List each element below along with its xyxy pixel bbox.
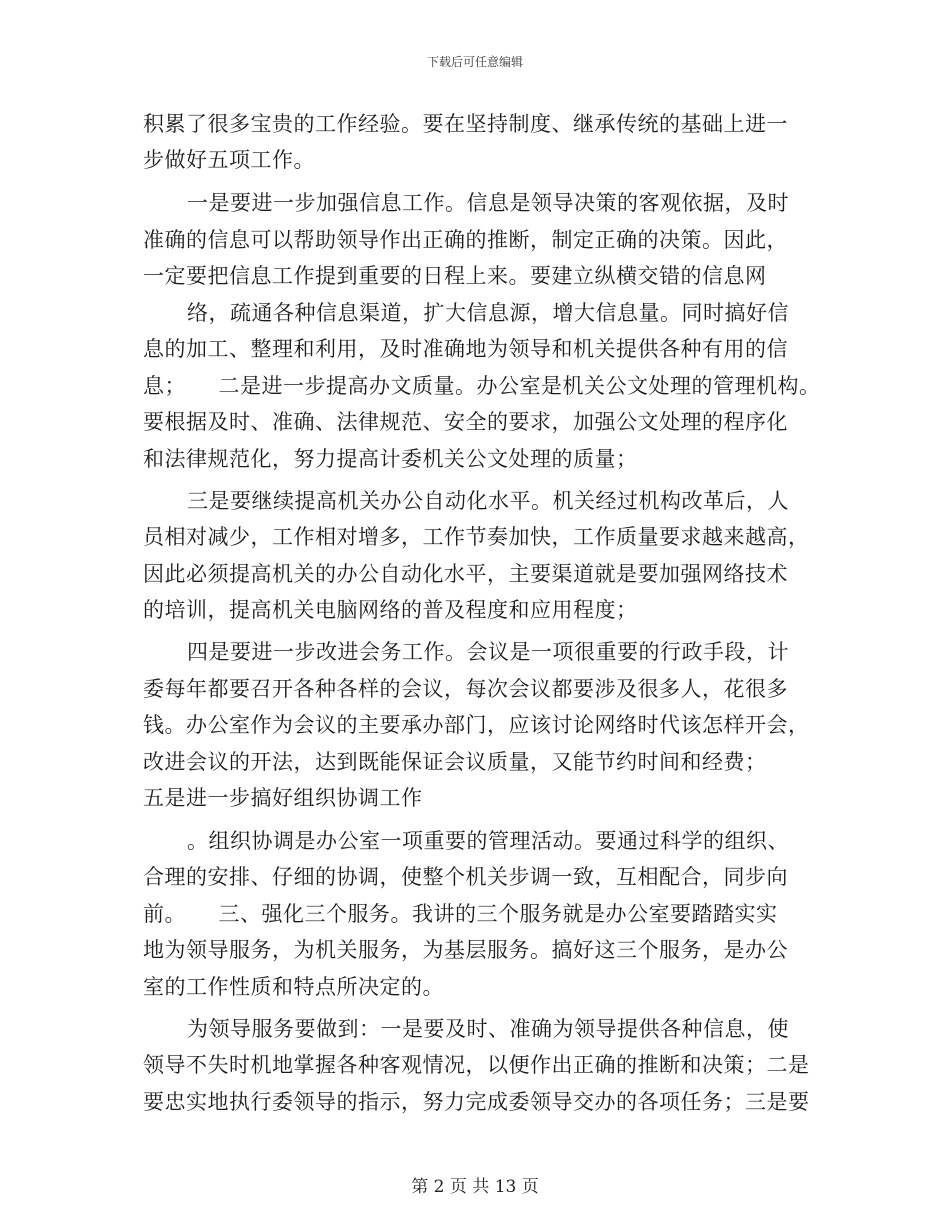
text-line: 积累了很多宝贵的工作经验。要在坚持制度、继承传统的基础上进一 (143, 112, 788, 136)
text-line: 合理的安排、仔细的协调，使整个机关步调一致，互相配合，同步向 (143, 865, 788, 889)
text-line: 钱。办公室作为会议的主要承办部门，应该讨论网络时代该怎样开会， (143, 713, 810, 737)
text-line: 息的加工、整理和利用，及时准确地为领导和机关提供各种有用的信 (143, 337, 788, 361)
text-line: 准确的信息可以帮助领导作出正确的推断，制定正确的决策。因此， (143, 228, 788, 252)
text-line: 领导不失时机地掌握各种客观情况，以便作出正确的推断和决策；二是 (143, 1053, 810, 1077)
text-line: 要根据及时、准确、法律规范、安全的要求，加强公文处理的程序化 (143, 410, 788, 434)
text-line: 三是要继续提高机关办公自动化水平。机关经过机构改革后，人 (187, 489, 789, 513)
text-line: 员相对减少，工作相对增多，工作节奏加快，工作质量要求越来越高， (143, 525, 810, 549)
text-line: 和法律规范化，努力提高计委机关公文处理的质量； (143, 447, 638, 471)
text-line: 室的工作性质和特点所决定的。 (143, 975, 444, 999)
text-line: 因此必须提高机关的办公自动化水平，主要渠道就是要加强网络技术 (143, 562, 788, 586)
text-line: 前。 三、强化三个服务。我讲的三个服务就是办公室要踏踏实实 (143, 902, 778, 926)
text-line: 四是要进一步改进会务工作。会议是一项很重要的行政手段，计 (187, 640, 789, 664)
text-line: 为领导服务要做到：一是要及时、准确为领导提供各种信息，使 (187, 1017, 789, 1041)
page-header-note: 下载后可任意编辑 (426, 55, 523, 69)
text-line: 络，疏通各种信息渠道，扩大信息源，增大信息量。同时搞好信 (187, 301, 789, 325)
text-line: 改进会议的开法，达到既能保证会议质量，又能节约时间和经费； (143, 750, 767, 774)
text-line: 要忠实地执行委领导的指示，努力完成委领导交办的各项任务；三是要 (143, 1090, 810, 1114)
text-line: 。组织协调是办公室一项重要的管理活动。要通过科学的组织、 (187, 829, 789, 853)
text-line: 地为领导服务，为机关服务，为基层服务。搞好这三个服务，是办公 (143, 938, 788, 962)
text-line: 的培训，提高机关电脑网络的普及程度和应用程度； (143, 598, 638, 622)
text-line: 一是要进一步加强信息工作。信息是领导决策的客观依据，及时 (187, 191, 789, 215)
text-line: 委每年都要召开各种各样的会议，每次会议都要涉及很多人，花很多 (143, 677, 788, 701)
text-line: 息； 二是进一步提高办文质量。办公室是机关公文处理的管理机构。 (143, 374, 821, 398)
text-line: 步做好五项工作。 (143, 148, 315, 172)
text-line: 五是进一步搞好组织协调工作 (143, 786, 423, 810)
text-line: 一定要把信息工作提到重要的日程上来。要建立纵横交错的信息网 (143, 264, 767, 288)
page-number-footer: 第 2 页 共 13 页 (411, 1177, 539, 1197)
